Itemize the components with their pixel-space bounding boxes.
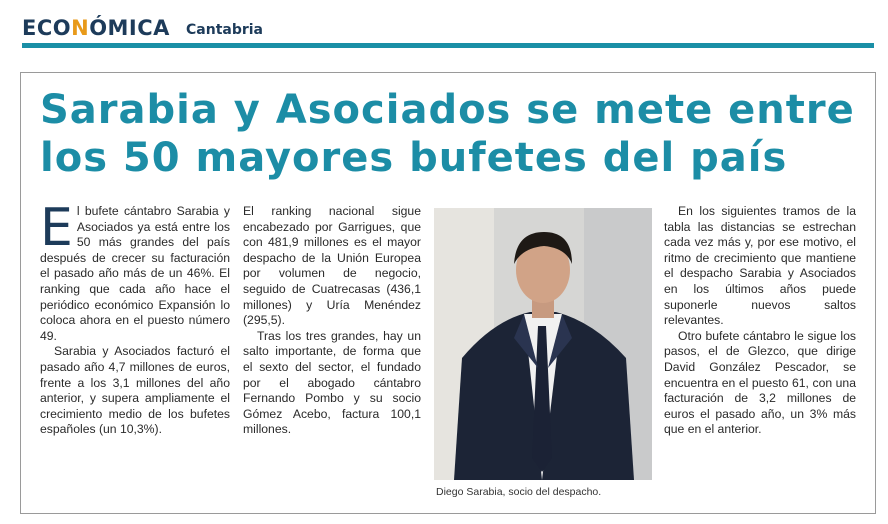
article-column-2 bbox=[243, 204, 421, 438]
photo-caption: Diego Sarabia, socio del despacho. bbox=[436, 486, 602, 498]
drop-cap: E bbox=[40, 198, 73, 258]
portrait-photo bbox=[434, 208, 652, 480]
masthead-rule bbox=[22, 43, 874, 48]
article-column-4 bbox=[664, 204, 856, 438]
paragraph: El bufete cántabro Sarabia y Asociados ya está entre los 50 más grandes del país después de crecer su facturación el pasado año más de un 46%. El ranking que cada año hace el periódico económico Expansión lo coloca ahora en el puesto número 49. bbox=[40, 198, 230, 343]
article-column-1 bbox=[40, 198, 230, 438]
brand-logo: ECONÓMICA bbox=[22, 16, 170, 40]
section-label: Cantabria bbox=[186, 22, 263, 38]
paragraph: En los siguientes tramos de la tabla las distancias se estrechan cada vez más y, por ese motivo, el ritmo de crecimiento que mantiene el despacho Sarabia y Asociados en los últimos años puede suponerle nuevos saltos relevantes. bbox=[664, 204, 856, 328]
paragraph: Otro bufete cántabro le sigue los pasos, el de Glezco, que dirige David González Pescador, se encuentra en el puesto 61, con una facturación de 3,2 millones de euros el pasado año, un 3% más que en el anterior. bbox=[664, 328, 856, 437]
paragraph: Sarabia y Asociados facturó el pasado año 4,7 millones de euros, frente a los 3,1 millones del año anterior, y supera ampliamente el crecimiento medio de los bufetes españoles (un 10,3%). bbox=[40, 344, 230, 437]
paragraph: Tras los tres grandes, hay un salto importante, de forma que el sexto del sector, el fundado por el abogado cántabro Fernando Pombo y su socio Gómez Acebo, factura 100,1 millones. bbox=[243, 328, 421, 437]
portrait-illustration bbox=[434, 208, 652, 480]
masthead bbox=[22, 14, 874, 48]
paragraph: El ranking nacional sigue encabezado por Garrigues, que con 481,9 millones es el mayor despacho de la Unión Europea por volumen de negocio, seguido de Cuatrecasas (436,1 millones) y Uría Menéndez (295,5). bbox=[243, 204, 421, 328]
headline: Sarabia y Asociados se mete entre los 50 mayores bufetes del país bbox=[40, 87, 855, 181]
